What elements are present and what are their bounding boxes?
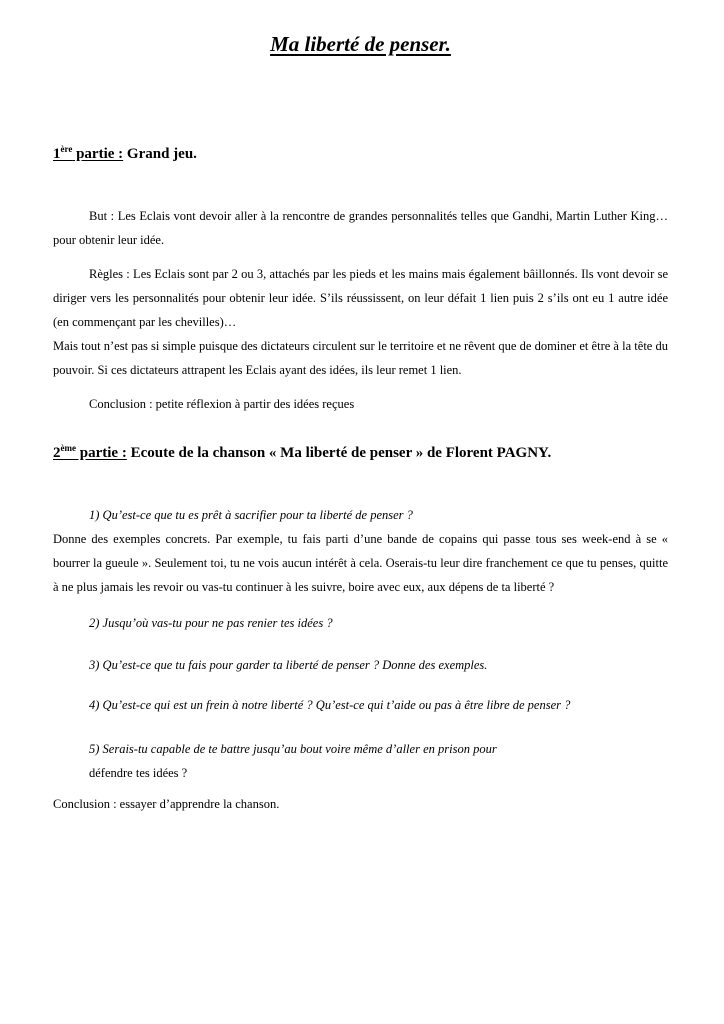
question-1: 1) Qu’est-ce que tu es prêt à sacrifier pour ta liberté de penser ? [89, 508, 413, 522]
question-5-line2: défendre tes idées ? [89, 766, 188, 780]
paragraph-regles: Règles : Les Eclais sont par 2 ou 3, attachés par les pieds et les mains mais également bâillonnés. Ils vont devoir se diriger vers les personnalités pour obtenir leur idée. S’ils réussissent, on leur défait 1 lien puis 2 s’ils ont eu 1 autre idée (en commençant par les chevilles)… [53, 267, 668, 329]
question-2: 2) Jusqu’où vas-tu pour ne pas renier tes idées ? [89, 616, 333, 630]
section1-heading-ordinal: ère [60, 144, 73, 154]
section2-heading-number: 2 [53, 445, 61, 461]
section2-heading-ordinal: ème [60, 443, 76, 453]
section2-heading-word: partie : [76, 445, 127, 461]
section1-heading-number: 1 [53, 146, 61, 162]
section1-heading-word: partie : [72, 146, 124, 162]
document-title: Ma liberté de penser. [270, 32, 451, 56]
section2-heading-rest: Ecoute de la chanson « Ma liberté de penser » de Florent PAGNY. [126, 445, 552, 461]
section2-heading-underlined-part [53, 445, 127, 461]
section1-heading [53, 145, 668, 164]
question-4: 4) Qu’est-ce qui est un frein à notre liberté ? Qu’est-ce qui t’aide ou pas à être libre de penser ? [89, 698, 571, 712]
question-5-line1: 5) Serais-tu capable de te battre jusqu’au bout voire même d’aller en prison pour [89, 742, 497, 756]
section1-heading-rest: Grand jeu. [123, 146, 197, 162]
paragraph-mais: Mais tout n’est pas si simple puisque des dictateurs circulent sur le territoire et ne rêvent que de dominer et être à la tête du pouvoir. Si ces dictateurs attrapent les Eclais ayant des idées, ils leur remet 1 lien. [53, 339, 668, 377]
question-1-commentary: Donne des exemples concrets. Par exemple, tu fais parti d’une bande de copains qui passe tous ses week-end à se « bourrer la gueule ». Seulement toi, tu ne vois aucun intérêt à cela. Oserais-tu leur dire franchement ce que tu penses, quitte à ne plus jamais les revoir ou vas-tu continuer à les suivre, boire avec eux, aux dépens de ta liberté ? [53, 532, 668, 594]
section2-conclusion: Conclusion : essayer d’apprendre la chanson. [53, 797, 280, 811]
section1-conclusion: Conclusion : petite réflexion à partir des idées reçues [89, 397, 355, 411]
section2-heading [53, 444, 668, 463]
question-3: 3) Qu’est-ce que tu fais pour garder ta liberté de penser ? Donne des exemples. [89, 658, 488, 672]
paragraph-but: But : Les Eclais vont devoir aller à la rencontre de grandes personnalités telles que Gandhi, Martin Luther King… pour obtenir leur idée. [53, 209, 668, 247]
section1-heading-underlined-part [53, 146, 123, 162]
